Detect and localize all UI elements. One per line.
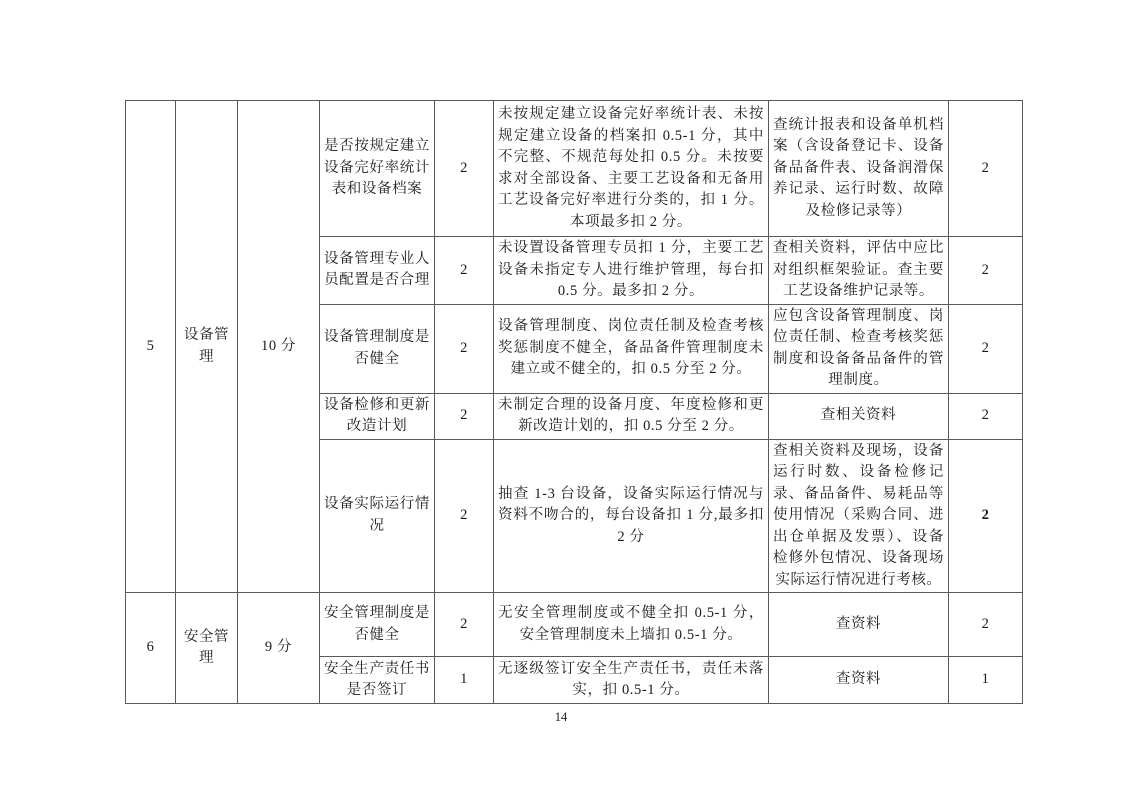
criteria-cell: 抽查 1-3 台设备，设备实际运行情况与资料不吻合的，每台设备扣 1 分,最多扣 2 分	[494, 439, 769, 593]
method-cell: 查相关资料，评估中应比对组织框架验证。查主要工艺设备维护记录等。	[769, 237, 949, 305]
final-score-cell: 1	[949, 657, 1023, 704]
final-score-cell: 2	[949, 393, 1023, 439]
final-score-cell: 2	[949, 439, 1023, 593]
criteria-cell: 无逐级签订安全生产责任书，责任未落实，扣 0.5-1 分。	[494, 657, 769, 704]
final-score-cell: 2	[949, 304, 1023, 393]
method-cell: 查统计报表和设备单机档案（含设备登记卡、设备备品备件表、设备润滑保养记录、运行时数、故障及检修记录等）	[769, 101, 949, 237]
item-cell: 是否按规定建立设备完好率统计表和设备档案	[320, 101, 435, 237]
score-cell: 2	[435, 304, 494, 393]
score-cell: 2	[435, 593, 494, 657]
evaluation-criteria-table	[125, 100, 1023, 704]
section-points-cell: 9 分	[238, 593, 320, 704]
criteria-cell: 无安全管理制度或不健全扣 0.5-1 分，安全管理制度未上墙扣 0.5-1 分。	[494, 593, 769, 657]
item-cell: 设备实际运行情况	[320, 439, 435, 593]
final-score-cell: 2	[949, 237, 1023, 305]
section-number-cell: 5	[126, 101, 176, 593]
criteria-cell: 未按规定建立设备完好率统计表、未按规定建立设备的档案扣 0.5-1 分，其中不完整、不规范每处扣 0.5 分。未按要求对全部设备、主要工艺设备和无备用工艺设备完好率进行分类的，扣 1 分。本项最多扣 2 分。	[494, 101, 769, 237]
method-cell: 查相关资料及现场，设备运行时数、设备检修记录、备品备件、易耗品等使用情况（采购合同、进出仓单据及发票）、设备检修外包情况、设备现场实际运行情况进行考核。	[769, 439, 949, 593]
item-cell: 设备检修和更新改造计划	[320, 393, 435, 439]
score-cell: 2	[435, 237, 494, 305]
score-cell: 2	[435, 393, 494, 439]
method-cell: 查资料	[769, 657, 949, 704]
item-cell: 设备管理制度是否健全	[320, 304, 435, 393]
item-cell: 安全生产责任书是否签订	[320, 657, 435, 704]
method-cell: 应包含设备管理制度、岗位责任制、检查考核奖惩制度和设备备品备件的管理制度。	[769, 304, 949, 393]
item-cell: 安全管理制度是否健全	[320, 593, 435, 657]
item-cell: 设备管理专业人员配置是否合理	[320, 237, 435, 305]
section-number-cell: 6	[126, 593, 176, 704]
method-cell: 查资料	[769, 593, 949, 657]
final-score-cell: 2	[949, 101, 1023, 237]
final-score-cell: 2	[949, 593, 1023, 657]
page-number: 14	[554, 710, 568, 724]
method-cell: 查相关资料	[769, 393, 949, 439]
score-cell: 1	[435, 657, 494, 704]
score-cell: 2	[435, 101, 494, 237]
criteria-cell: 设备管理制度、岗位责任制及检查考核奖惩制度不健全，备品备件管理制度未建立或不健全的，扣 0.5 分至 2 分。	[494, 304, 769, 393]
section-points-cell: 10 分	[238, 101, 320, 593]
score-cell: 2	[435, 439, 494, 593]
table-row	[126, 593, 1023, 657]
section-category-cell: 设备管理	[176, 101, 238, 593]
table-row	[126, 101, 1023, 237]
criteria-cell: 未制定合理的设备月度、年度检修和更新改造计划的，扣 0.5 分至 2 分。	[494, 393, 769, 439]
criteria-cell: 未设置设备管理专员扣 1 分，主要工艺设备未指定专人进行维护管理，每台扣 0.5 分。最多扣 2 分。	[494, 237, 769, 305]
section-category-cell: 安全管理	[176, 593, 238, 704]
